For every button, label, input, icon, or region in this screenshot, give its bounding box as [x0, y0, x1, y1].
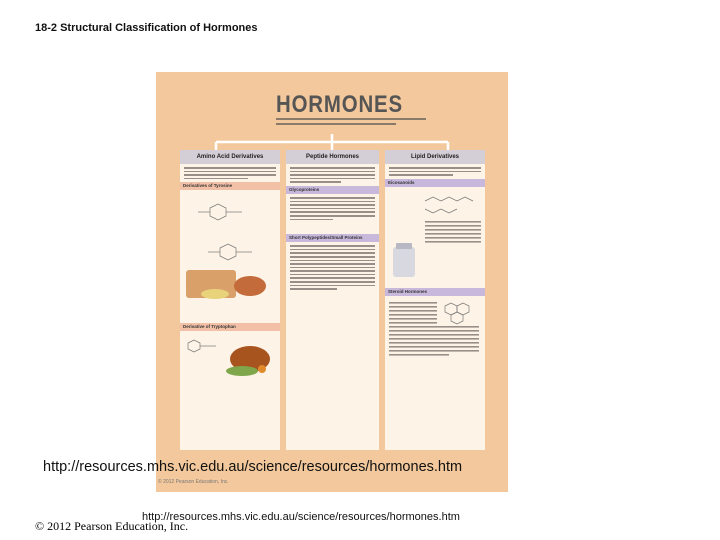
subheading: Glycoproteins — [286, 186, 379, 194]
column-lipid-derivatives — [385, 150, 485, 450]
column-header: Lipid Derivatives — [385, 150, 485, 164]
subheading: Short Polypeptides/Small Proteins — [286, 234, 379, 242]
subheading: Steroid Hormones — [385, 288, 485, 296]
slide-title: 18-2 Structural Classification of Hormones — [35, 22, 258, 34]
classification-tree-lines — [156, 72, 508, 152]
column-header: Peptide Hormones — [286, 150, 379, 164]
subheading: Derivative of Tryptophan — [180, 323, 280, 331]
column-peptide-hormones — [286, 150, 379, 450]
column-amino-acid-derivatives — [180, 150, 280, 450]
poster-credit: © 2012 Pearson Education, Inc. — [158, 479, 229, 485]
copyright-notice: © 2012 Pearson Education, Inc. — [35, 519, 189, 533]
tyrosine-structure-diagram — [180, 190, 280, 300]
steroid-structure-diagram — [385, 296, 485, 370]
resource-link-small[interactable]: http://resources.mhs.vic.edu.au/science/resources/hormones.htm — [142, 511, 460, 523]
resource-link[interactable]: http://resources.mhs.vic.edu.au/science/resources/hormones.htm — [43, 459, 463, 475]
poster-title: HORMONES — [276, 91, 403, 118]
column-header: Amino Acid Derivatives — [180, 150, 280, 164]
subheading: Derivatives of Tyrosine — [180, 182, 280, 190]
tryptophan-structure-diagram — [180, 331, 280, 393]
hormones-poster — [156, 72, 508, 492]
eicosanoid-structure-diagram — [385, 187, 485, 283]
subheading: Eicosanoids — [385, 179, 485, 187]
